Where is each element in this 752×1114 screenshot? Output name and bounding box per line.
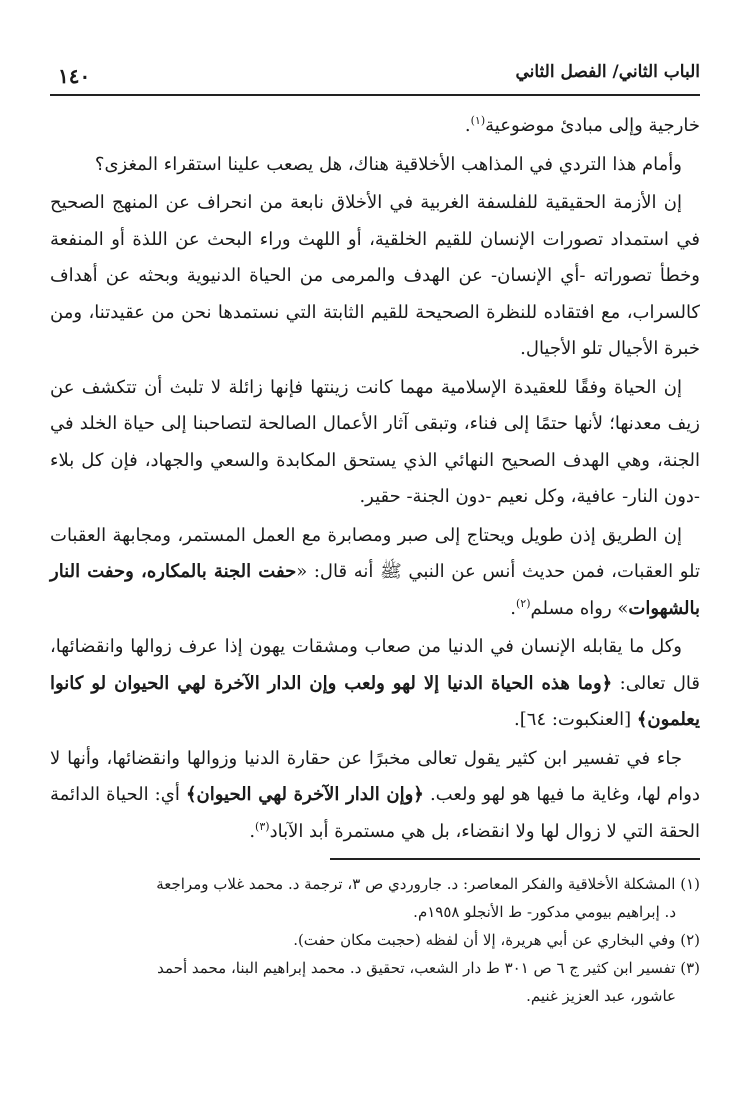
header-rule bbox=[50, 94, 700, 96]
footnote-2 bbox=[50, 926, 700, 954]
page-number: ١٤٠ bbox=[58, 64, 91, 88]
book-page bbox=[50, 50, 700, 1090]
paragraph-text: جاء في تفسير ابن كثير يقول تعالى مخبرًا عن حقارة الدنيا وزوالها وانقضائها، وأنها لا دوام لها، وغاية ما فيها هو لهو ولعب. bbox=[50, 747, 700, 805]
footnote-separator bbox=[330, 858, 700, 860]
paragraph-2 bbox=[50, 147, 700, 184]
paragraph-6 bbox=[50, 629, 700, 739]
paragraph-text: خارجية وإلى مبادئ موضوعية bbox=[485, 115, 700, 136]
quran-verse: ﴿وإن الدار الآخرة لهي الحيوان﴾ bbox=[185, 784, 424, 805]
quran-verse: ﴿وما هذه الحياة الدنيا إلا لهو ولعب وإن الدار الآخرة لهي الحيوان لو كانوا يعلمون﴾ bbox=[50, 672, 700, 730]
paragraph-3 bbox=[50, 185, 700, 368]
sentence-end: . bbox=[464, 115, 471, 136]
footnote-number: (٢) bbox=[680, 931, 700, 949]
chapter-title: الباب الثاني/ الفصل الثاني bbox=[515, 62, 700, 82]
running-header bbox=[50, 50, 700, 94]
paragraph-text: وكل ما يقابله الإنسان في الدنيا من صعاب ومشقات يهون إذا عرف زوالها وانقضائها، قال تعالى: bbox=[50, 636, 700, 694]
paragraph-5 bbox=[50, 518, 700, 628]
hadith-source: » رواه مسلم bbox=[530, 597, 629, 619]
footnote-text: وفي البخاري عن أبي هريرة، إلا أن لفظه (حجبت مكان حفت). bbox=[293, 931, 676, 949]
hadith-quote: حفت الجنة بالمكاره، وحفت النار بالشهوات bbox=[50, 561, 700, 619]
footnote-3 bbox=[50, 954, 700, 1010]
footnote-ref-1: (١) bbox=[470, 114, 486, 127]
paragraph-text: إن الأزمة الحقيقية للفلسفة الغربية في الأخلاق نابعة من انحراف عن المنهج الصحيح في استمداد تصورات الإنسان للقيم الخلقية، أو اللهث وراء البحث عن اللذة أو المنفعة وخطأ تصوراته -أي الإنسان- عن الهدف والمرمى من الحياة الدنيوية وبحثه عن أهداف كالسراب، مع افتقاده للنظرة الصحيحة للقيم الثابتة التي نستمدها نحن من عقيدتنا، ومن خبرة الأجيال تلو الأجيال. bbox=[50, 192, 700, 359]
footnote-1 bbox=[50, 870, 700, 926]
verse-citation: [العنكبوت: ٦٤]. bbox=[514, 709, 637, 730]
footnote-text-cont: د. إبراهيم بيومي مدكور- ط الأنجلو ١٩٥٨م. bbox=[413, 903, 676, 921]
paragraph-text: أي: الحياة الدائمة الحقة التي لا زوال لها ولا انقضاء، بل هي مستمرة أبد الآباد bbox=[50, 784, 700, 842]
footnote-text: تفسير ابن كثير ج ٦ ص ٣٠١ ط دار الشعب، تحقيق د. محمد إبراهيم البنا، محمد أحمد bbox=[157, 959, 676, 977]
paragraph-text: إن الطريق إذن طويل ويحتاج إلى صبر ومصابرة مع العمل المستمر، ومجابهة العقبات تلو العقبات، فمن حديث أنس عن النبي ﷺ أنه قال: « bbox=[50, 524, 700, 582]
footnote-text-cont: عاشور، عبد العزيز غنيم. bbox=[526, 987, 676, 1005]
paragraph-text: وأمام هذا التردي في المذاهب الأخلاقية هناك، هل يصعب علينا استقراء المغزى؟ bbox=[94, 153, 682, 175]
sentence-end: . bbox=[510, 597, 516, 619]
paragraph-7 bbox=[50, 741, 700, 851]
main-text bbox=[50, 108, 700, 850]
footnotes bbox=[50, 870, 700, 1010]
footnote-ref-3: (٣) bbox=[255, 819, 270, 833]
footnote-number: (٣) bbox=[680, 959, 700, 977]
paragraph-1 bbox=[50, 108, 700, 145]
footnote-number: (١) bbox=[680, 875, 700, 893]
footnote-ref-2: (٢) bbox=[515, 596, 531, 610]
footnote-text: المشكلة الأخلاقية والفكر المعاصر: د. جاروردي ص ٣، ترجمة د. محمد غلاب ومراجعة bbox=[156, 875, 676, 893]
paragraph-text: إن الحياة وفقًا للعقيدة الإسلامية مهما كانت زينتها فإنها زائلة لا تلبث أن تتكشف عن زيف معدنها؛ لأنها حتمًا إلى فناء، وتبقى آثار الأعمال الصالحة لتصاحبنا إلى حياة الخلد في الجنة، وهي الهدف الصحيح النهائي الذي يستحق المكابدة والسعي والجهاد، فإن كل بلاء -دون النار- عافية، وكل نعيم -دون الجنة- حقير. bbox=[50, 376, 700, 507]
sentence-end: . bbox=[249, 820, 256, 842]
paragraph-4 bbox=[50, 370, 700, 516]
